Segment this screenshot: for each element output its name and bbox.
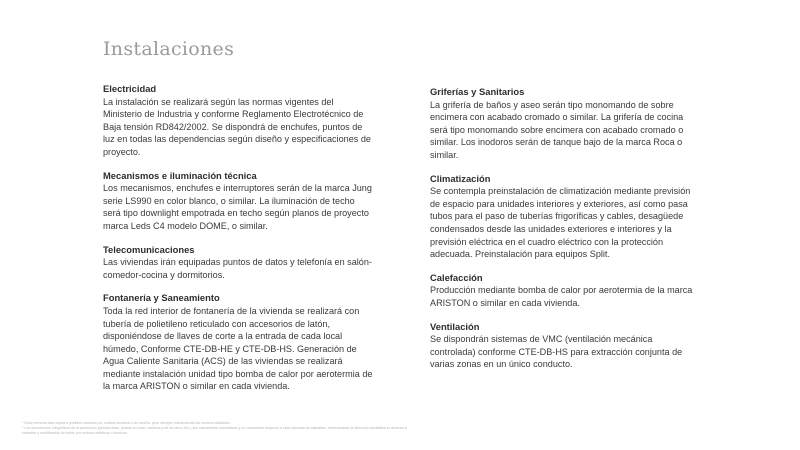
section-fontaneria [103,292,373,393]
section-body: Producción mediante bomba de calor por aerotermia de la marca ARISTON o similar en cada vivienda. [430,285,693,308]
section-mecanismos [103,170,373,233]
section-body: La grifería de baños y aseo serán tipo monomando de sobre encimera con acabado cromado o similar. La grifería de cocina será tipo monomando sobre encimera con acabado cromado o similar. Los inodoros serán de tanque bajo de la marca Roca o similar. [430,99,684,160]
left-column [103,83,373,404]
section-telecomunicaciones [103,244,373,282]
footnote: * Los documentos infográficos de la promoción (perspectivas, planos en color, cambios y de de obra, etc.), son únicamente orientativos y no vinculantes respecto a esta memoria de calidades, reservándose la dirección facultativa el derecho a variación y modificación de estos por motivos estéticos o técnicos. [22,426,407,436]
section-body: Se contempla preinstalación de climatización mediante previsión de espacio para unidades interiores y exteriores, así como pasa tubos para el paso de tuberías frigoríficas y cables, desagüede condensados desde las unidades exteriores e interiores y la previsión eléctrica en el cuadro eléctrico con la protección adecuada. Preinstalación para equipos Split. [430,186,691,260]
section-body: La instalación se realizará según las normas vigentes del Ministerio de Industria y conforme Reglamento Electrotécnico de Baja tensión RD842/2002. Se dispondrá de enchufes, puntos de luz en todas las dependencias según diseño y especificaciones de proyecto. [103,96,371,157]
section-heading: Griferías y Sanitarios [430,86,525,97]
section-heading: Fontanería y Saneamiento [103,292,220,304]
section-calefaccion [430,272,700,310]
footnotes [22,421,422,437]
section-ventilacion [430,321,700,371]
section-heading: Telecomunicaciones [103,243,195,255]
section-body: Los mecanismos, enchufes e interruptores serán de la marca Jung serie LS990 en color blanco, o similar. La iluminación de techo será tipo downlight empotrada en techo según planos de proyecto marca Leds C4 modelo DOME, o similar. [103,183,372,231]
right-column [430,86,700,382]
section-heading: Calefacción [430,271,483,283]
footnote: * Esta memoria está sujeta a posibles cambios por motivos técnicos o de diseño, pero siempre manteniendo los mismos calidades. [22,421,231,425]
section-body: Toda la red interior de fontanería de la vivienda se realizará con tubería de polietileno reticulado con accesorios de latón, disponiéndose de llaves de corte a la entrada de cada local húmedo, Conforme CTE-DB-HE y CTE-DB-HS. Generación de Agua Caliente Sanitaria (ACS) de las viviendas se realizará mediante instalación unidad tipo bomba de calor por aerotermia de la marca ARISTON o similar en cada vivienda. [103,305,373,392]
section-heading: Climatización [430,172,491,184]
section-heading: Mecanismos e iluminación técnica [103,169,257,181]
section-heading: Electricidad [103,83,157,94]
section-heading: Ventilación [430,320,480,332]
section-body: Las viviendas irán equipadas puntos de datos y telefonía en salón-comedor-cocina y dormitorios. [103,257,372,280]
page-title: Instalaciones [103,38,235,60]
section-climatizacion [430,173,700,261]
section-body: Se dispondrán sistemas de VMC (ventilación mecánica controlada) conforme CTE-DB-HS para extracción conjunta de varias zonas en un único conducto. [430,334,683,370]
section-griferias [430,86,700,162]
section-electricidad [103,83,373,159]
